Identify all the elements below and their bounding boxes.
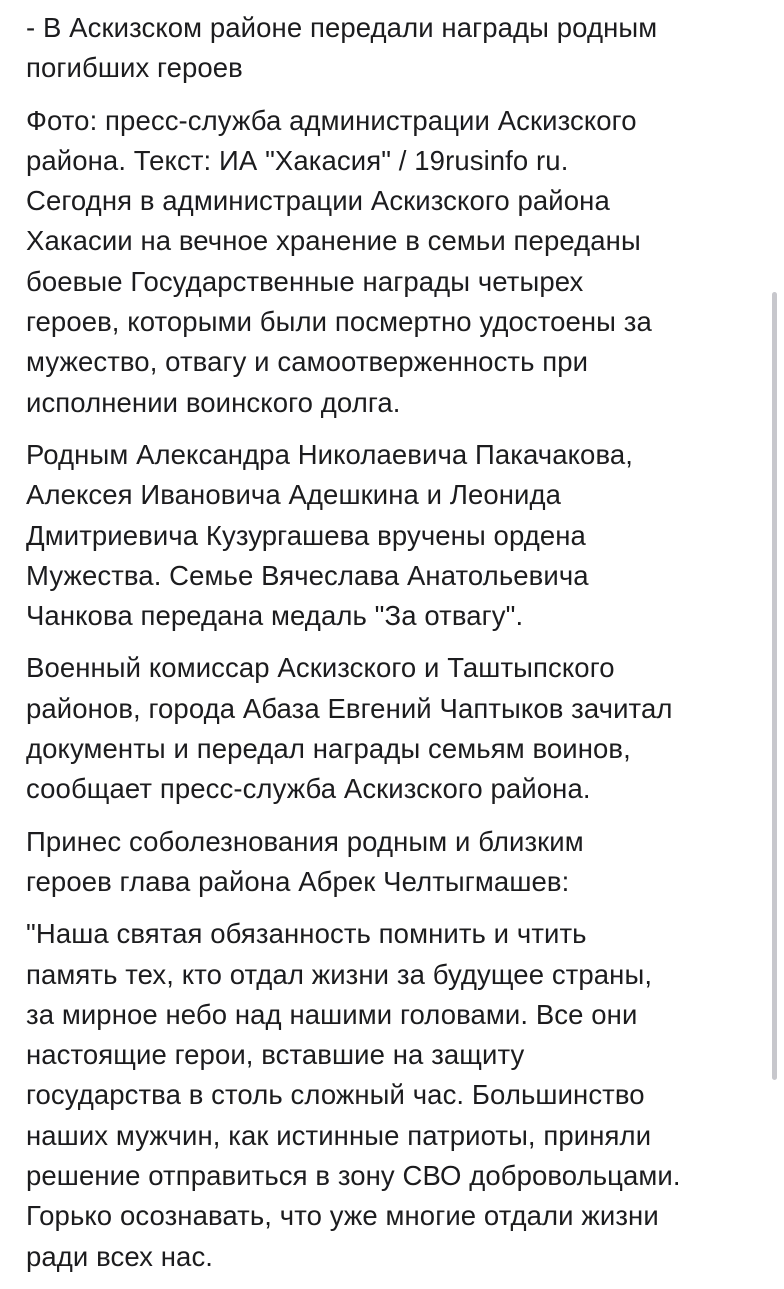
text-line: Фото: пресс-служба администрации Аскизского [26, 104, 637, 136]
text-line: ради всех нас. [26, 1240, 214, 1272]
text-line: Хакасии на вечное хранение в семьи переданы [26, 225, 641, 257]
text-line: сообщает пресс-служба Аскизского района. [26, 773, 591, 805]
text-line: Дмитриевича Кузургашева вручены ордена [26, 519, 586, 551]
text-line: за мирное небо над нашими головами. Все они [26, 998, 638, 1030]
text-line: Горько осознавать, что уже многие отдали жизни [26, 1200, 659, 1232]
text-line: погибших героев [26, 52, 243, 84]
text-line: исполнении воинского долга. [26, 386, 401, 418]
text-line: государства в столь сложный час. Большинство [26, 1079, 645, 1111]
text-line: района. Текст: ИА "Хакасия" / 19rusinfo ru. [26, 144, 569, 176]
text-line: наших мужчин, как истинные патриоты, приняли [26, 1119, 652, 1151]
text-line: решение отправиться в зону СВО добровольцами. [26, 1160, 681, 1192]
text-line: Родным Александра Николаевича Пакачакова, [26, 438, 633, 470]
text-line: боевые Государственные награды четырех [26, 265, 584, 297]
text-line: настоящие герои, вставшие на защиту [26, 1039, 525, 1071]
commissar-paragraph [26, 648, 762, 809]
headline-paragraph [26, 8, 762, 89]
text-line: - В Аскизском районе передали награды родным [26, 12, 658, 43]
condolences-paragraph [26, 822, 762, 903]
text-line: Чанкова передана медаль "За отвагу". [26, 600, 524, 632]
text-line: Алексея Ивановича Адешкина и Леонида [26, 479, 562, 511]
recipients-paragraph [26, 435, 762, 636]
text-line: память тех, кто отдал жизни за будущее страны, [26, 958, 653, 990]
quote-paragraph [26, 914, 762, 1277]
text-line: героев глава района Абрек Челтыгмашев: [26, 865, 570, 897]
text-line: героев, которыми были посмертно удостоены за [26, 306, 652, 338]
text-line: Военный комиссар Аскизского и Таштыпского [26, 652, 615, 684]
text-line: Принес соболезнования родным и близким [26, 825, 584, 857]
article-body [26, 8, 762, 1289]
intro-paragraph [26, 101, 762, 423]
text-line: районов, города Абаза Евгений Чаптыков зачитал [26, 692, 673, 724]
vertical-scrollbar[interactable] [772, 292, 777, 1080]
text-line: Мужества. Семье Вячеслава Анатольевича [26, 559, 589, 591]
text-line: мужество, отвагу и самоотверженность при [26, 346, 589, 378]
text-line: документы и передал награды семьям воинов, [26, 733, 631, 765]
text-line: Сегодня в администрации Аскизского района [26, 185, 610, 217]
text-line: "Наша святая обязанность помнить и чтить [26, 918, 587, 950]
